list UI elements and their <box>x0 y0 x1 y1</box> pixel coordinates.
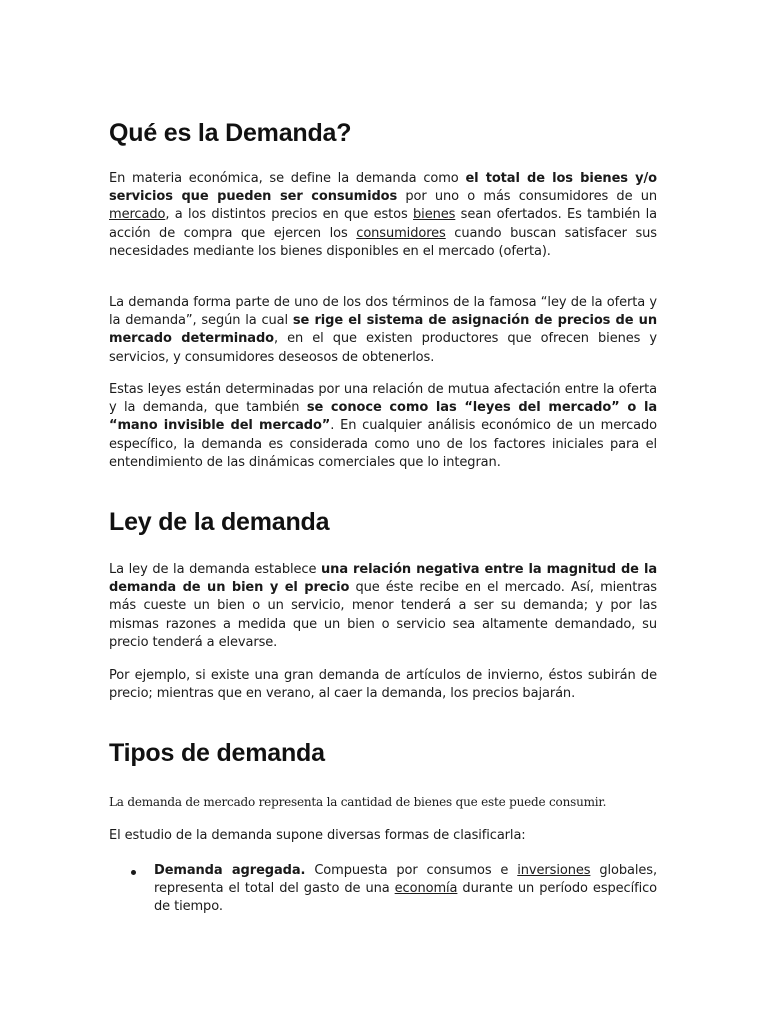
section-title-ley: Ley de la demanda <box>109 508 330 536</box>
section-title-que-es: Qué es la Demanda? <box>109 119 352 147</box>
paragraph-ley-demanda <box>109 561 657 652</box>
paragraph-demanda-mercado: La demanda de mercado representa la cantidad de bienes que este puede consumir. <box>109 795 607 809</box>
text: Compuesta por consumos e <box>305 863 518 878</box>
paragraph-ley-oferta <box>109 294 657 367</box>
text: durante un período específico de tiempo. <box>154 881 657 915</box>
paragraph-leyes-mercado <box>109 381 657 472</box>
text: globales, representa el total del gasto de una <box>154 863 657 897</box>
text: En materia económica, se define la demanda como <box>109 171 466 186</box>
text: La demanda forma parte de uno de los dos términos de la famosa “ley de la oferta y la demanda”, según la cual <box>109 295 657 329</box>
text: sean ofertados. Es también la acción de compra que ejercen los <box>109 207 657 241</box>
text: por uno o más consumidores de un <box>397 189 658 205</box>
text: , a los distintos precios en que estos <box>165 207 414 223</box>
text: Estas leyes están determinadas por una relación de mutua afectación entre la oferta y la demanda, que también <box>109 382 657 416</box>
paragraph-clasificacion: El estudio de la demanda supone diversas formas de clasificarla: <box>109 828 526 843</box>
bold-text: una relación negativa entre la magnitud de la demanda de un bien y el precio <box>109 562 657 596</box>
bold-text: el total de los bienes y/o servicios que pueden ser consumidos <box>109 171 657 205</box>
text: que éste recibe en el mercado. Así, mientras más cueste un bien o un servicio, menor tenderá a ser su demanda; y por las mismas razones a medida que un bien o servicio sea altamente demandado, su precio tenderá a elevarse. <box>109 580 657 650</box>
demand-types-list <box>109 862 657 917</box>
link-bienes[interactable]: bienes <box>413 207 456 223</box>
text: La ley de la demanda establece <box>109 562 322 577</box>
section-title-tipos: Tipos de demanda <box>109 739 325 767</box>
link-inversiones[interactable]: inversiones <box>517 863 591 878</box>
link-mercado[interactable]: mercado <box>109 207 166 223</box>
bold-text: Demanda agregada. <box>154 863 306 878</box>
list-item <box>109 862 657 917</box>
paragraph-definicion <box>109 170 657 261</box>
text: , en el que existen productores que ofrecen bienes y servicios, y consumidores deseosos de obtenerlos. <box>109 331 657 365</box>
bold-text: se rige el sistema de asignación de precios de un mercado determinado <box>109 313 657 347</box>
text: cuando buscan satisfacer sus necesidades mediante los bienes disponibles en el mercado (oferta). <box>109 225 657 259</box>
link-economia[interactable]: economía <box>394 881 458 897</box>
list-item-text <box>154 862 657 917</box>
paragraph-ejemplo: Por ejemplo, si existe una gran demanda de artículos de invierno, éstos subirán de precio; mientras que en verano, al caer la demanda, los precios bajarán. <box>109 668 657 702</box>
bullet-icon <box>131 870 136 875</box>
bold-text: se conoce como las “leyes del mercado” o la “mano invisible del mercado” <box>109 400 658 434</box>
text: . En cualquier análisis económico de un mercado específico, la demanda es considerada como uno de los factores iniciales para el entendimiento de las dinámicas comerciales que lo integran. <box>109 418 657 470</box>
link-consumidores[interactable]: consumidores <box>356 225 446 241</box>
